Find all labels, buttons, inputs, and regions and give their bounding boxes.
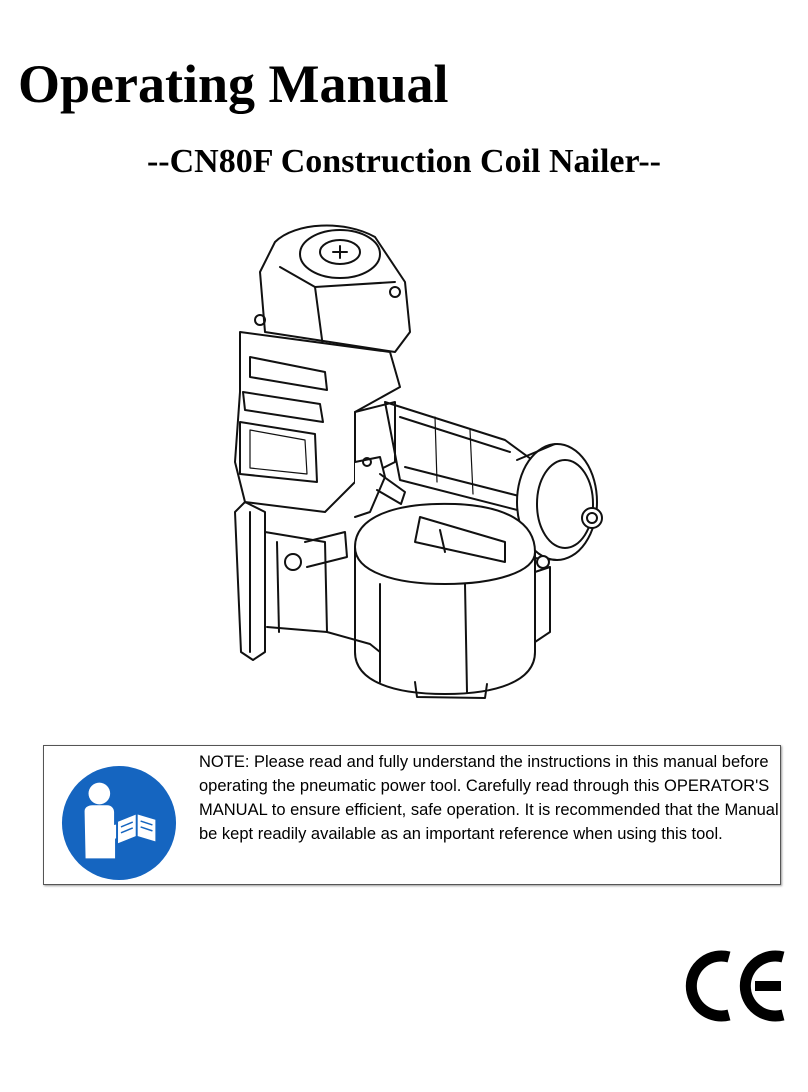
ce-mark (683, 947, 789, 1025)
note-box (43, 745, 781, 885)
note-text: NOTE: Please read and fully understand the instructions in this manual before operating the pneumatic power tool. Carefully read through this OPERATOR'S MANUAL to ensure efficient, safe operation. It is recommended that the Manual be kept readily available as an important reference when using this tool. (199, 753, 779, 843)
coil-nailer-illustration (205, 212, 615, 712)
read-manual-icon (60, 764, 178, 882)
coil-magazine (355, 504, 550, 698)
air-handle (385, 402, 535, 512)
page-title: Operating Manual (18, 54, 449, 114)
product-subtitle: --CN80F Construction Coil Nailer-- (146, 143, 661, 180)
